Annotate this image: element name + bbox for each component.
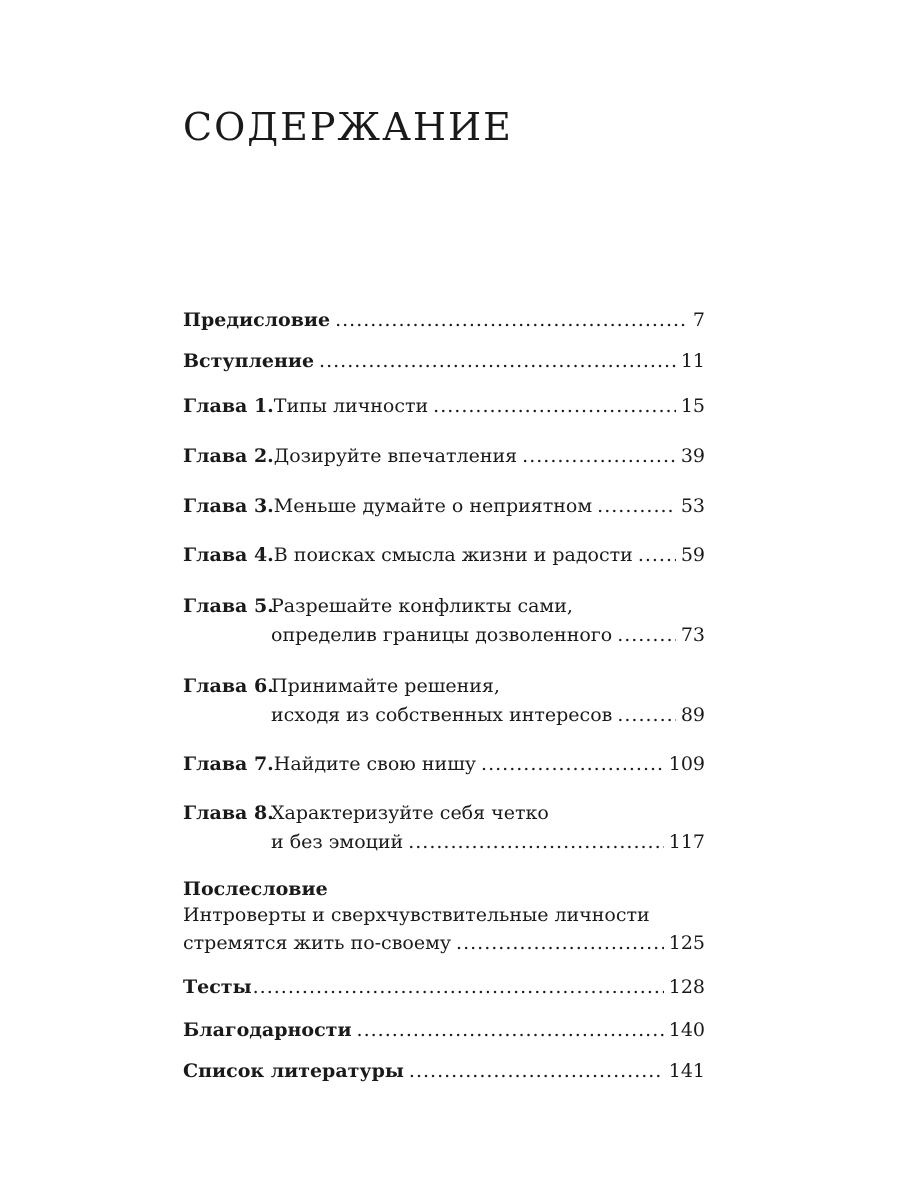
toc-entry-title: Типы личности [273,395,429,417]
toc-entry-title: Тесты [183,976,252,998]
chapter-label: Глава 1. [183,395,274,417]
toc-entry-acknowledgements[interactable] [183,1015,705,1045]
toc-page-number: 141 [668,1060,705,1082]
toc-entry-title-line-1: Характеризуйте себя четко [271,802,549,824]
toc-entry-afterword-subtitle-2[interactable] [183,928,705,958]
toc-entry-introduction[interactable] [183,346,705,376]
dot-leader [357,1015,664,1045]
dot-leader [408,827,664,857]
chapter-label: Глава 5. [183,595,274,617]
chapter-label: Глава 7. [183,753,274,775]
toc-page-number: 11 [680,350,705,372]
toc-page-number: 73 [680,624,705,646]
toc-page-number: 109 [668,753,705,775]
toc-entry-chapter-2[interactable] [183,441,705,471]
toc-page-number: 125 [668,932,705,954]
toc-entry-title: В поисках смысла жизни и радости [273,544,633,566]
toc-page-number: 59 [680,544,705,566]
toc-entry-title-line-2: определив границы дозволенного [271,624,613,646]
toc-entry-title: Меньше думайте о неприятном [273,495,593,517]
dot-leader [409,1056,664,1086]
toc-entry-chapter-6-line-1[interactable] [183,671,500,701]
dot-leader [597,491,676,521]
toc-entry-chapter-8-line-1[interactable] [183,798,549,828]
toc-entry-title-line-2: исходя из собственных интересов [271,704,613,726]
dot-leader [456,928,664,958]
toc-entry-chapter-8-line-2[interactable] [183,827,705,857]
dot-leader [253,972,664,1002]
dot-leader [617,700,675,730]
toc-page-number: 117 [668,831,705,853]
toc-entry-bibliography[interactable] [183,1056,705,1086]
page-title: СОДЕРЖАНИЕ [183,105,513,149]
chapter-label: Глава 6. [183,675,274,697]
toc-entry-chapter-7[interactable] [183,749,705,779]
toc-entry-chapter-5-line-2[interactable] [183,620,705,650]
toc-entry-title: Найдите свою нишу [273,753,477,775]
chapter-label: Глава 2. [183,445,274,467]
toc-entry-title: стремятся жить по-своему [183,932,452,954]
chapter-label: Глава 4. [183,544,274,566]
toc-page-number: 7 [692,309,705,331]
dot-leader [481,749,664,779]
toc-entry-chapter-3[interactable] [183,491,705,521]
chapter-label: Глава 3. [183,495,274,517]
toc-entry-chapter-1[interactable] [183,391,705,421]
dot-leader [522,441,676,471]
dot-leader [433,391,676,421]
toc-entry-afterword-subtitle-1[interactable]: Интроверты и сверхчувствительные личности [183,904,650,926]
toc-entry-chapter-5-line-1[interactable] [183,591,573,621]
toc-entry-title-line-2: и без эмоций [271,831,404,853]
toc-entry-chapter-6-line-2[interactable] [183,700,705,730]
toc-page-number: 140 [668,1019,705,1041]
toc-entry-title-line-1: Разрешайте конфликты сами, [271,595,573,617]
toc-entry-chapter-4[interactable] [183,540,705,570]
toc-entry-title-line-1: Принимайте решения, [271,675,500,697]
toc-entry-preface[interactable] [183,305,705,335]
chapter-label: Глава 8. [183,802,274,824]
toc-entry-tests[interactable] [183,972,705,1002]
toc-entry-title: Благодарности [183,1019,352,1041]
toc-entry-title: Дозируйте впечатления [273,445,518,467]
toc-page-number: 128 [668,976,705,998]
toc-page-number: 53 [680,495,705,517]
toc-entry-title: Список литературы [183,1060,404,1082]
toc-entry-title: Вступление [183,350,315,372]
toc-page-number: 89 [680,704,705,726]
dot-leader [617,620,676,650]
dot-leader [319,346,676,376]
table-of-contents [183,0,705,1200]
toc-page-number: 15 [680,395,705,417]
dot-leader [335,305,688,335]
toc-entry-title: Предисловие [183,309,331,331]
toc-entry-afterword-title[interactable]: Послесловие [183,878,328,900]
toc-page-number: 39 [680,445,705,467]
dot-leader [638,540,676,570]
